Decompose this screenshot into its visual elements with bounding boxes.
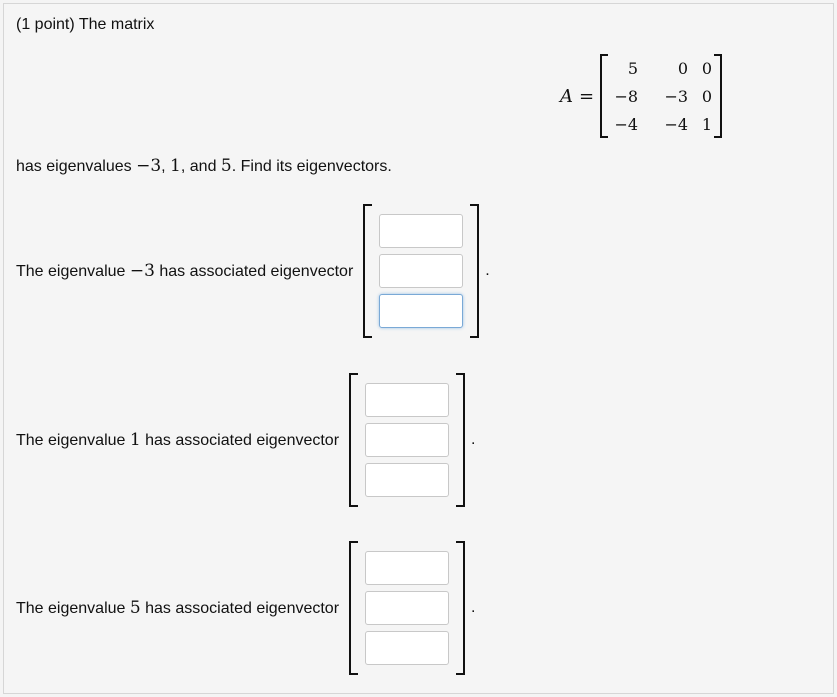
eigenvector-bracket-2 (349, 373, 465, 507)
period: . (471, 599, 476, 616)
statement-text: , and (180, 158, 221, 175)
matrix-cell: −4 (664, 114, 689, 134)
eigenvalue-2: 1 (170, 156, 181, 176)
statement-text: , (161, 158, 171, 175)
eigenvector-1-entry-3[interactable] (379, 294, 463, 328)
label-text: has associated eigenvector (154, 263, 354, 280)
eigenvalue-value: 5 (129, 598, 141, 618)
period: . (471, 431, 476, 448)
eigenvector-2-entry-1[interactable] (365, 383, 449, 417)
problem-intro: (1 point) The matrix (16, 16, 155, 33)
eigenvalue-value: −3 (129, 261, 155, 281)
matrix-name: A (560, 85, 573, 107)
matrix-cell: −8 (614, 86, 639, 106)
label-text: has associated eigenvector (140, 600, 340, 617)
matrix-equation (560, 54, 722, 138)
equals-sign: = (579, 85, 595, 107)
matrix-cell: 1 (701, 114, 713, 134)
matrix-cell: −4 (614, 114, 639, 134)
eigenvector-label-3 (16, 598, 339, 618)
eigenvector-3-entry-2[interactable] (365, 591, 449, 625)
eigenvector-1-entry-1[interactable] (379, 214, 463, 248)
label-text: The eigenvalue (16, 432, 130, 449)
eigenvalue-1: −3 (136, 156, 162, 176)
eigenvector-bracket-1 (363, 204, 479, 338)
label-text: The eigenvalue (16, 600, 130, 617)
eigenvector-label-2 (16, 430, 339, 450)
eigenvector-label-1 (16, 261, 353, 281)
eigenvalue-3: 5 (220, 156, 232, 176)
eigenvector-3-entry-3[interactable] (365, 631, 449, 665)
problem-panel (3, 3, 834, 694)
matrix-cell: 0 (677, 58, 689, 78)
eigenvector-row-1 (16, 204, 490, 338)
statement-text: has eigenvalues (16, 158, 137, 175)
matrix-brackets (600, 54, 722, 138)
eigenvalues-statement (16, 156, 392, 176)
eigenvector-row-2 (16, 373, 475, 507)
matrix-cell: 0 (701, 86, 713, 106)
matrix-cell: 0 (701, 58, 713, 78)
eigenvector-bracket-3 (349, 541, 465, 675)
eigenvector-2-entry-3[interactable] (365, 463, 449, 497)
label-text: The eigenvalue (16, 263, 130, 280)
label-text: has associated eigenvector (140, 432, 340, 449)
matrix-cell: −3 (664, 86, 689, 106)
eigenvalue-value: 1 (129, 430, 141, 450)
eigenvector-2-entry-2[interactable] (365, 423, 449, 457)
statement-text: . Find its eigenvectors. (231, 158, 392, 175)
eigenvector-3-entry-1[interactable] (365, 551, 449, 585)
matrix-cell: 5 (627, 58, 639, 78)
eigenvector-row-3 (16, 541, 475, 675)
matrix-grid (610, 54, 712, 138)
period: . (485, 262, 490, 279)
eigenvector-1-entry-2[interactable] (379, 254, 463, 288)
